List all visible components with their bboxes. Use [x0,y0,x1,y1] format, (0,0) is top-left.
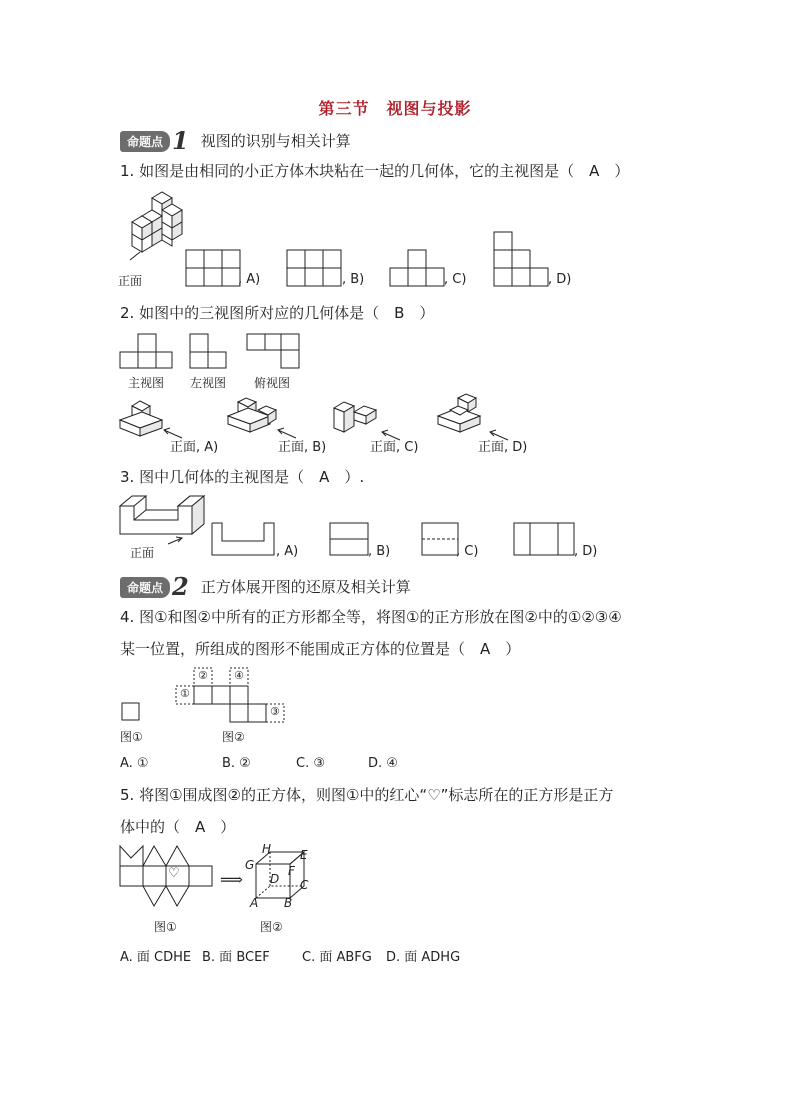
cube-vertex-d: D [270,872,280,886]
front-label: 正面 [118,274,143,288]
q1-option-d-figure [494,230,550,288]
question-5-stem-line-1: 5. 将图①围成图②的正方体，则图①中的红心“♡”标志所在的正方形是正方 [120,786,614,804]
q5-fig1-label: 图① [154,920,177,934]
q1-option-a-figure [186,248,242,286]
q3-u-shaped-solid [118,494,208,546]
q5-option-a[interactable]: A. 面 CDHE [120,950,192,965]
q3-option-a-figure [212,523,278,557]
q2-option-d[interactable]: 正面, D) [478,440,528,455]
question-5-stem-line-2: 体中的（ A ） [120,818,236,836]
q4-mark-1: ① [180,687,190,700]
q3-option-a[interactable]: , A) [276,544,299,559]
q5-option-d[interactable]: D. 面 ADHG [386,950,461,965]
q4-mark-2: ② [198,669,208,682]
cube-vertex-a: A [250,896,259,910]
q4-option-d[interactable]: D. ④ [368,756,398,771]
topic-tag: 命题点 [120,131,170,152]
q2-top-view [247,332,303,370]
q3-front-label: 正面 [130,546,155,560]
q4-option-a[interactable]: A. ① [120,756,149,771]
q1-option-b[interactable]: , B) [342,272,365,287]
q4-fig2-label: 图② [222,730,245,744]
heart-icon: ♡ [168,866,180,881]
view-label-top: 俯视图 [254,376,291,390]
q1-option-a[interactable]: , A) [238,272,261,287]
q3-option-b-figure [330,523,372,557]
q1-isometric-solid [126,190,188,260]
q3-option-b[interactable]: , B) [368,544,391,559]
double-arrow-icon: ⟹ [220,870,243,889]
cube-vertex-g: G [245,858,255,872]
topic-number: 1 [172,126,189,155]
q5-option-c[interactable]: C. 面 ABFG [302,950,372,965]
cube-vertex-e: E [300,848,308,862]
q3-option-d-figure [514,523,578,557]
q5-fig2-label: 图② [260,920,283,934]
q3-option-d[interactable]: , D) [574,544,598,559]
view-label-left: 左视图 [190,376,227,390]
view-label-front: 主视图 [128,376,165,390]
q2-option-c[interactable]: 正面, C) [370,440,419,455]
q1-option-d[interactable]: , D) [548,272,572,287]
topic-title: 正方体展开图的还原及相关计算 [200,578,411,596]
q4-fig1-label: 图① [120,730,143,744]
q4-option-c[interactable]: C. ③ [296,756,325,771]
q1-option-c-figure [390,248,446,286]
q2-front-view [120,332,174,370]
cube-vertex-c: C [300,878,309,892]
topic-2-header [120,572,411,601]
q4-option-b[interactable]: B. ② [222,756,251,771]
q1-option-c[interactable]: , C) [444,272,467,287]
question-3-stem: 3. 图中几何体的主视图是（ A ）. [120,468,365,486]
question-4-stem-line-2: 某一位置，所组成的图形不能围成正方体的位置是（ A ） [120,640,521,658]
q2-option-b[interactable]: 正面, B) [278,440,327,455]
cube-vertex-h: H [262,842,272,856]
q4-mark-3: ③ [270,705,280,718]
q2-option-a[interactable]: 正面, A) [170,440,219,455]
question-1-stem: 1. 如图是由相同的小正方体木块粘在一起的几何体，它的主视图是（ A ） [120,162,630,180]
q1-option-b-figure [287,248,343,286]
q5-option-b[interactable]: B. 面 BCEF [202,950,270,965]
topic-tag: 命题点 [120,577,170,598]
q4-figure-1-square [122,703,142,723]
q4-mark-4: ④ [234,669,244,682]
question-2-stem: 2. 如图中的三视图所对应的几何体是（ B ） [120,304,435,322]
cube-vertex-b: B [284,896,293,910]
page-title: 第三节 视图与投影 [318,99,472,118]
q3-option-c[interactable]: , C) [456,544,479,559]
topic-number: 2 [172,572,189,601]
question-4-stem-line-1: 4. 图①和图②中所有的正方形都全等，将图①的正方形放在图②中的①②③④ [120,608,622,626]
topic-1-header [120,126,351,155]
cube-vertex-f: F [288,864,295,878]
q2-left-view [190,332,230,370]
topic-title: 视图的识别与相关计算 [200,132,351,150]
